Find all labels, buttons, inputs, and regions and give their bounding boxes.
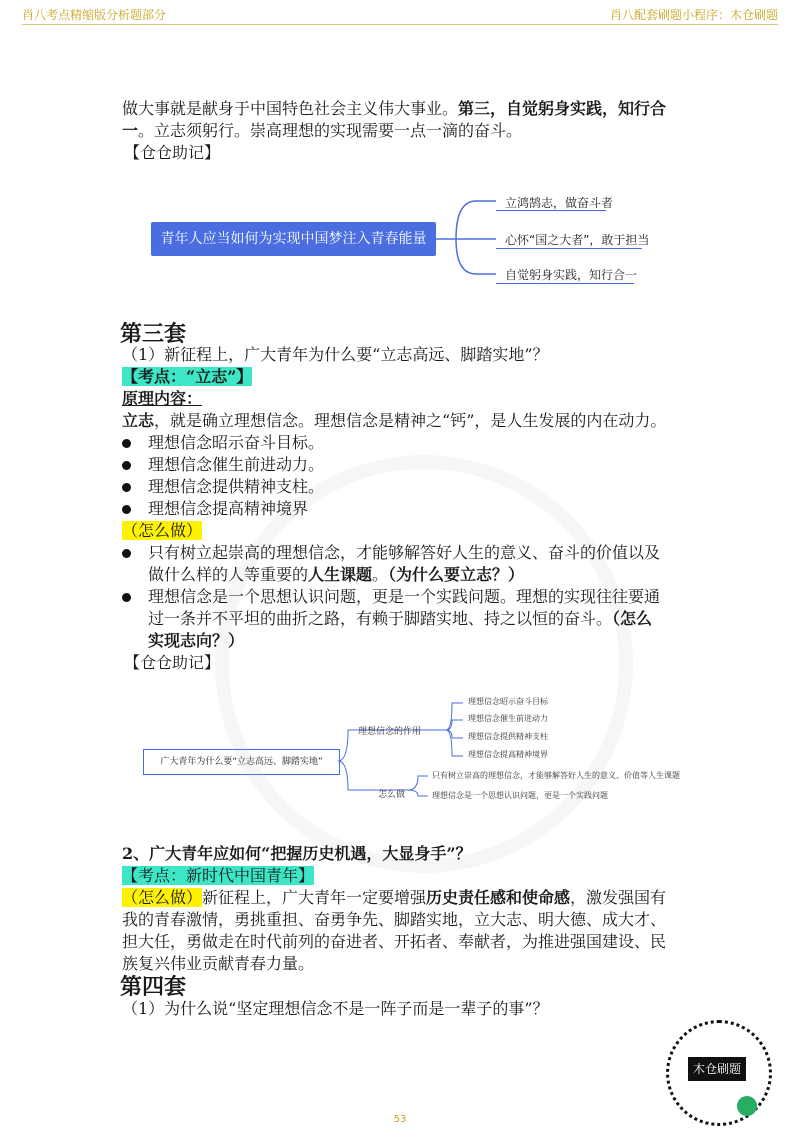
set3-tag-1	[122, 366, 252, 388]
question-2-line3: 担大任，勇做走在时代前列的奋进者、开拓者、奉献者，为推进强国建设、民	[122, 932, 667, 951]
para1-line2	[122, 120, 522, 142]
mindmap1-leaf-1: 立鸿鹄志，做奋斗者	[505, 196, 614, 210]
principle-label: 原理内容：	[122, 389, 203, 408]
question-2-line1	[122, 887, 666, 909]
miniprogram-icon	[737, 1096, 757, 1116]
how-label	[122, 520, 202, 542]
bullet-text: 理想信念催生前进动力。	[148, 455, 325, 474]
definition-text: ，就是确立理想信念。理想信念是精神之“钙”，是人生发展的内在动力。	[154, 411, 667, 430]
mindmap1-leaf-2: 心怀“国之大者”，敢于担当	[505, 233, 650, 247]
text-span: 做什么样的人等重要的	[148, 565, 309, 584]
mindmap1-leaf-2-underline	[496, 248, 642, 249]
bullet-text: 理想信念提高精神境界	[148, 499, 309, 518]
set3-question-1: （1）新征程上，广大青年为什么要“立志高远、脚踏实地”？	[122, 345, 549, 364]
text-span-bold: 人生课题	[308, 565, 373, 584]
question-2-how-label: （怎么做）	[122, 888, 203, 907]
question-2-tag	[122, 865, 314, 887]
set3-title: 第三套	[120, 322, 187, 347]
text-span: 新征程上，广大青年一定要增强	[202, 888, 427, 907]
set4-question-1: （1）为什么说“坚定理想信念不是一阵子而是一辈子的事”？	[122, 999, 549, 1018]
para1-line1	[122, 98, 666, 120]
bullet-text: 只有树立起崇高的理想信念，才能够解答好人生的意义、奋斗的价值以及	[148, 543, 661, 562]
mindmap1-leaf-3-underline	[496, 283, 634, 284]
mindmap2-leaf-4: 理想信念提高精神境界	[468, 750, 548, 759]
para1-text-d: 。立志须躬行。崇高理想的实现需要一点一滴的奋斗。	[138, 121, 523, 140]
mindmap1-connectors	[436, 190, 496, 280]
para1-text-b: 第三，自觉躬身实践，知行合	[458, 99, 667, 118]
how-label-text: （怎么做）	[122, 521, 203, 540]
para1-text-a: 做大事就是献身于中国特色社会主义伟大事业。	[122, 99, 459, 118]
mnemonic-label-2: 【仓仓助记】	[124, 653, 221, 672]
text-span: ，激发强国有	[570, 888, 667, 907]
mindmap2-leaf-5: 只有树立崇高的理想信念，才能够解答好人生的意义、价值等人生课题	[432, 771, 680, 780]
header-divider	[22, 24, 778, 25]
question-2-line4: 族复兴伟业贡献青春力量。	[122, 954, 315, 973]
header-right: 肖八配套刷题小程序：木仓刷题	[609, 8, 778, 22]
mindmap2-root: 广大青年为什么要“立志高远、脚踏实地”	[143, 749, 340, 775]
text-span-bold: （怎么	[612, 609, 653, 628]
mindmap1-root: 青年人应当如何为实现中国梦注入青春能量	[151, 222, 436, 256]
text-span-bold: 历史责任感和使命感	[426, 888, 571, 907]
mindmap1-leaf-3: 自觉躬身实践，知行合一	[505, 268, 638, 282]
text-span: 。	[372, 565, 389, 584]
how-bullet-2-line2	[148, 608, 652, 630]
bullet-dot	[122, 505, 131, 514]
bullet-dot	[122, 483, 131, 492]
question-2-tag-text: 【考点：新时代中国青年】	[122, 866, 315, 885]
mindmap2-leaf-3: 理想信念提供精神支柱	[468, 732, 548, 741]
bullet-dot	[122, 439, 131, 448]
mnemonic-label-1: 【仓仓助记】	[124, 143, 221, 162]
bullet-text: 理想信念昭示奋斗目标。	[148, 433, 325, 452]
text-span: 过一条并不平坦的曲折之路，有赖于脚踏实地、持之以恒的奋斗。	[148, 609, 613, 628]
how-bullet-1-line2	[148, 564, 524, 586]
text-span-bold: （为什么要立志？）	[388, 565, 525, 584]
mindmap2-leaf-2: 理想信念催生前进动力	[468, 714, 548, 723]
definition-line	[122, 410, 666, 432]
bullet-text: 理想信念是一个思想认识问题，更是一个实践问题。理想的实现往往要通	[148, 587, 661, 606]
page-number: 53	[393, 1114, 407, 1125]
para1-text-c: 一	[122, 121, 139, 140]
question-2-title: 2、广大青年应如何“把握历史机遇，大显身手”？	[122, 844, 472, 863]
header-left: 肖八考点精缩版分析题部分	[22, 8, 167, 22]
mindmap2-branch-2: 怎么做	[378, 790, 406, 800]
how-bullet-2-line3: 实现志向？）	[148, 631, 245, 650]
definition-term: 立志	[122, 411, 155, 430]
mindmap2-leaf-1: 理想信念昭示奋斗目标	[468, 697, 548, 706]
mindmap2-leaf-6: 理想信念是一个思想认识问题，更是一个实践问题	[432, 791, 608, 800]
bullet-text: 理想信念提供精神支柱。	[148, 477, 325, 496]
set4-title: 第四套	[120, 975, 187, 1000]
question-2-line2: 我的青春激情，勇挑重担、奋勇争先、脚踏实地，立大志、明大德、成大才、	[122, 910, 667, 929]
mindmap1-leaf-1-underline	[496, 210, 606, 211]
mindmap2-branch-1: 理想信念的作用	[358, 727, 422, 737]
bullet-dot	[122, 549, 131, 558]
bullet-dot	[122, 461, 131, 470]
set3-tag-text: 【考点：“立志”】	[122, 367, 253, 386]
qr-logo: 木仓刷题	[688, 1057, 746, 1081]
bullet-dot	[122, 593, 131, 602]
